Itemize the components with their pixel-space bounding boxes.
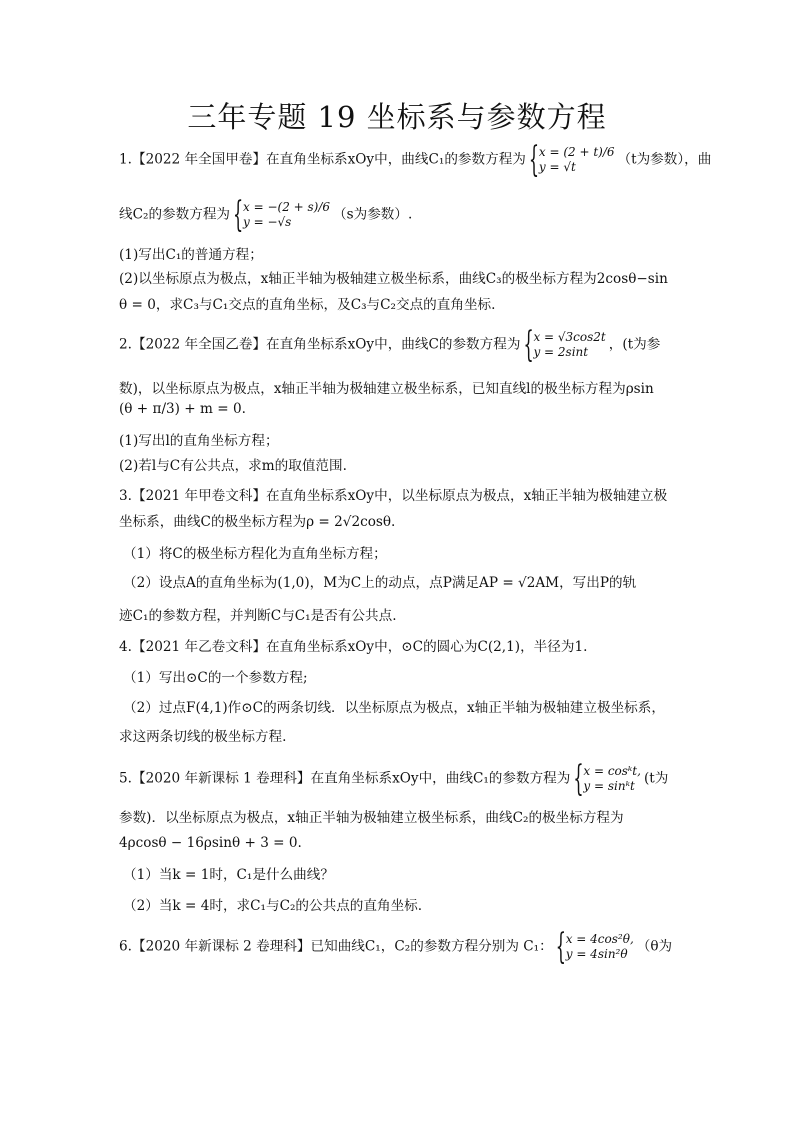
line-suffix: （θ为 (636, 938, 673, 955)
line-text: （1）当k = 1时，C₁是什么曲线？ (123, 867, 334, 883)
line-text: 求这两条切线的极坐标方程. (119, 729, 287, 745)
text-line (119, 757, 669, 799)
line-text: （2）过点F(4,1)作⊙C的两条切线．以坐标原点为极点，x轴正半轴为极轴建立极坐标系， (123, 700, 665, 716)
line-prefix: 线C₂的参数方程为 (119, 206, 231, 223)
line-text: (2)若l与C有公共点，求m的取值范围. (119, 458, 347, 474)
text-line (119, 832, 302, 854)
line-text: (θ + π/3) + m = 0. (119, 401, 246, 417)
line-text: （2）设点A的直角坐标为(1,0)，M为C上的动点，点P满足AP = √2AM，写出P的轨 (123, 575, 637, 591)
line-text: (1)写出C₁的普通方程； (119, 247, 263, 263)
text-line (119, 485, 667, 507)
text-line (119, 138, 712, 180)
line-suffix: (t为 (643, 770, 669, 787)
line-prefix: 5.【2020 年新课标 1 卷理科】在直角坐标系xOy中，曲线C₁的参数方程为 (119, 770, 571, 787)
equation-row: y = sinᵏt (583, 779, 635, 793)
text-line (123, 572, 636, 594)
brace-glyph: { (233, 193, 244, 235)
equation-row: x = (2 + t)/6 (538, 145, 615, 159)
line-text: (1)写出l的直角坐标方程； (119, 433, 279, 449)
line-text: （2）当k = 4时，求C₁与C₂的公共点的直角坐标. (123, 898, 423, 914)
brace-glyph: { (573, 757, 584, 799)
text-line (119, 398, 246, 420)
text-line (119, 455, 347, 477)
text-line (119, 294, 495, 316)
text-line (123, 543, 387, 565)
text-line (119, 636, 587, 658)
parametric-equation (528, 138, 615, 180)
parametric-equation (233, 193, 331, 235)
text-line (119, 244, 263, 266)
text-line (119, 807, 624, 829)
equation-row: x = 4cos²θ, (565, 932, 634, 946)
line-text: 迹C₁的参数方程，并判断C与C₁是否有公共点. (119, 608, 397, 624)
text-line (123, 697, 665, 719)
equation-row: y = 4sin²θ (565, 947, 628, 961)
brace-glyph: { (555, 925, 566, 967)
line-text: (2)以坐标原点为极点，x轴正半轴为极轴建立极坐标系，曲线C₃的极坐标方程为2cosθ−sin (119, 271, 668, 287)
line-text: 坐标系，曲线C的极坐标方程为ρ = 2√2cosθ. (119, 514, 396, 530)
line-suffix: （s为参数）. (333, 206, 413, 223)
line-prefix: 1.【2022 年全国甲卷】在直角坐标系xOy中，曲线C₁的参数方程为 (119, 151, 526, 168)
line-suffix: ，(t为参 (608, 336, 661, 353)
parametric-equation (573, 757, 641, 799)
line-text: 3.【2021 年甲卷文科】在直角坐标系xOy中，以坐标原点为极点，x轴正半轴为极轴建立极 (119, 488, 668, 504)
equation-row: y = √t (538, 160, 576, 174)
line-suffix: （t为参数），曲 (617, 151, 712, 168)
text-line (119, 323, 661, 365)
text-line (119, 605, 397, 627)
line-text: 数)，以坐标原点为极点，x轴正半轴为极轴建立极坐标系，已知直线l的极坐标方程为ρsin (119, 381, 654, 397)
equation-row: y = −√s (243, 215, 292, 229)
text-line (119, 925, 673, 967)
text-line (123, 895, 422, 917)
text-line (119, 726, 286, 748)
equation-row: x = −(2 + s)/6 (243, 200, 331, 214)
text-line (123, 667, 308, 689)
text-line (119, 268, 668, 290)
line-text: （1）写出⊙C的一个参数方程; (123, 670, 308, 686)
equation-row: y = 2sint (533, 345, 589, 359)
line-prefix: 6.【2020 年新课标 2 卷理科】已知曲线C₁，C₂的参数方程分别为 C₁： (119, 938, 553, 955)
line-text: 4.【2021 年乙卷文科】在直角坐标系xOy中，⊙C的圆心为C(2,1)，半径为1. (119, 639, 588, 655)
brace-glyph: { (523, 323, 534, 365)
text-line (119, 430, 279, 452)
brace-glyph: { (528, 138, 540, 180)
text-line (119, 511, 395, 533)
text-line (119, 378, 654, 400)
line-prefix: 2.【2022 年全国乙卷】在直角坐标系xOy中，曲线C的参数方程为 (119, 336, 521, 353)
line-text: （1）将C的极坐标方程化为直角坐标方程； (123, 546, 387, 562)
equation-row: x = √3cos2t (533, 330, 606, 344)
equation-row: x = cosᵏt, (583, 764, 641, 778)
line-text: θ = 0，求C₃与C₁交点的直角坐标，及C₃与C₂交点的直角坐标. (119, 297, 496, 313)
line-text: 4ρcosθ − 16ρsinθ + 3 = 0. (119, 835, 302, 851)
parametric-equation (523, 323, 606, 365)
text-line (119, 193, 413, 235)
page-title: 三年专题 19 坐标系与参数方程 (187, 100, 607, 134)
text-line (123, 864, 334, 886)
line-text: 参数)．以坐标原点为极点，x轴正半轴为极轴建立极坐标系，曲线C₂的极坐标方程为 (119, 810, 624, 826)
parametric-equation (555, 925, 634, 967)
